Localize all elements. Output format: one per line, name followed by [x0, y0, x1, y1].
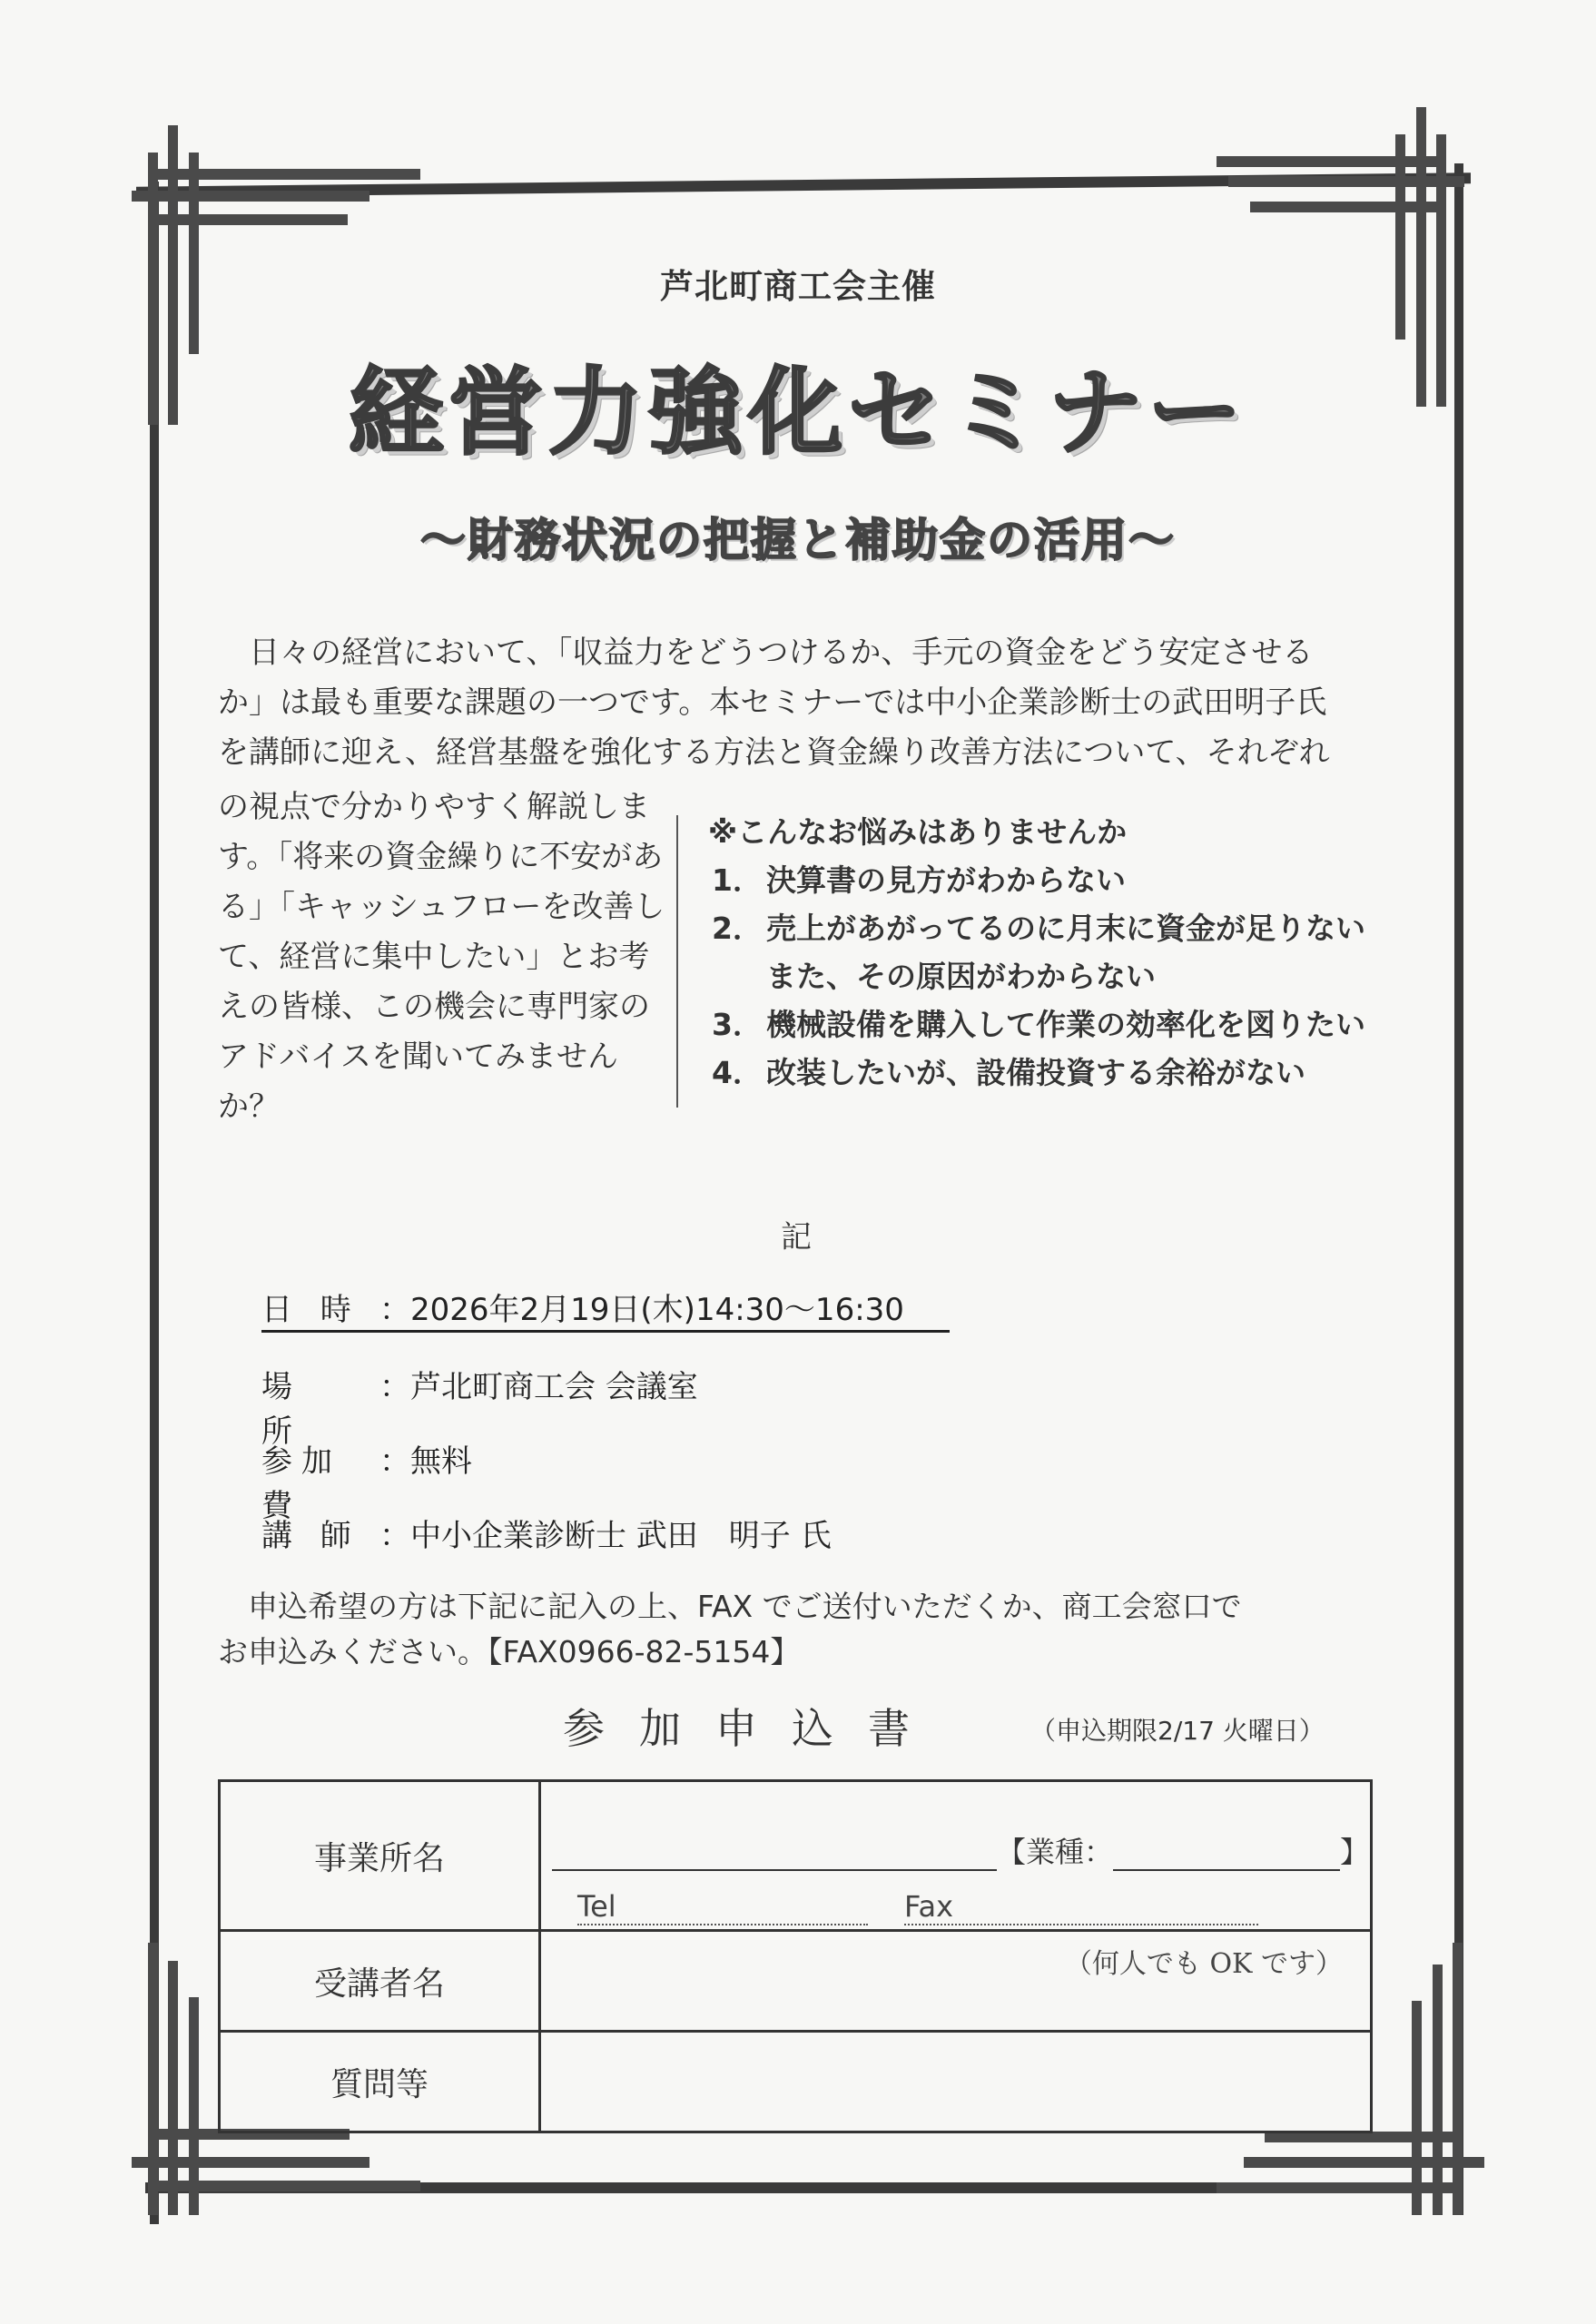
application-form — [218, 1779, 1373, 2133]
concern-number: 3． — [712, 1007, 763, 1042]
detail-venue — [261, 1362, 950, 1450]
concern-item — [708, 1000, 1434, 1049]
attendee-name-field[interactable] — [540, 1931, 1372, 2032]
detail-lecturer — [261, 1511, 950, 1585]
intro-line: を講師に迎え、経営基盤を強化する方法と資金繰り改善方法について、それぞれ — [218, 734, 1330, 771]
detail-value: ：中小企業診断士 武田 明子 氏 — [379, 1518, 832, 1554]
intro-line: 日々の経営において、「収益力をどうつけるか、手元の資金をどう安定させる — [218, 635, 1314, 671]
concern-text: 機械設備を購入して作業の効率化を図りたい — [766, 1007, 1365, 1042]
attendee-name-label: 受講者名 — [220, 1931, 540, 2032]
intro-line: えの皆様、この機会に専門家の — [218, 989, 650, 1025]
notice-heading: 記 — [781, 1219, 812, 1256]
detail-datetime — [261, 1285, 950, 1333]
concern-text: 売上があがってるのに月末に資金が足りない — [766, 911, 1365, 946]
intro-line: か」は最も重要な課題の一つです。本セミナーでは中小企業診断士の武田明子氏 — [218, 684, 1327, 721]
concern-text: また、その原因がわからない — [766, 959, 1156, 994]
intro-line: アドバイスを聞いてみません — [218, 1039, 618, 1075]
attendee-hint: （何人でも OK です） — [1064, 1948, 1343, 1980]
page-title: 経営力強化セミナー — [348, 357, 1247, 468]
business-name-cell — [540, 1781, 1372, 1931]
concerns-box — [708, 808, 1434, 1097]
form-row-attendee — [220, 1931, 1372, 2032]
fax-label: Fax — [904, 1889, 954, 1924]
event-details — [261, 1285, 950, 1585]
fax-field[interactable] — [904, 1884, 1258, 1925]
intro-line: の視点で分かりやすく解説しま — [218, 789, 650, 825]
detail-value: ：2026年2月19日(木)14:30～16:30 — [379, 1292, 904, 1328]
tel-field[interactable] — [577, 1884, 868, 1925]
intro-line: す。「将来の資金繰りに不安があ — [218, 839, 664, 875]
intro-paragraph-continued — [218, 783, 672, 1132]
application-instructions — [218, 1584, 1353, 1675]
detail-label: 日 時 — [261, 1292, 360, 1328]
questions-field[interactable] — [540, 2032, 1372, 2132]
concern-item — [708, 904, 1434, 952]
form-title: 参加申込書 — [563, 1704, 944, 1753]
concern-item — [708, 856, 1434, 904]
form-row-business — [220, 1781, 1372, 1931]
concerns-list — [708, 856, 1434, 1097]
business-name-field[interactable] — [552, 1835, 997, 1871]
form-deadline: （申込期限2/17 火曜日） — [1030, 1716, 1325, 1746]
intro-paragraph — [218, 628, 1344, 778]
detail-label: 参加費 — [261, 1443, 341, 1524]
industry-close-label: 】 — [1340, 1835, 1370, 1869]
questions-label: 質問等 — [220, 2032, 540, 2132]
instruction-line: 申込希望の方は下記に記入の上、FAX でご送付いただくか、商工会窓口で — [218, 1589, 1242, 1624]
organizer-label: 芦北町商工会主催 — [660, 267, 936, 306]
intro-line: て、経営に集中したい」とお考 — [218, 939, 650, 975]
concern-number: 1． — [712, 862, 763, 898]
intro-line: る」「キャッシュフローを改善し — [218, 889, 665, 925]
concern-item-continuation — [708, 952, 1434, 1000]
concern-number: 2． — [712, 911, 763, 946]
concern-number: 4． — [712, 1055, 763, 1090]
frame-left-line — [150, 182, 159, 2224]
industry-open-label: 【業種： — [997, 1835, 1114, 1869]
concerns-heading: ※こんなお悩みはありませんか — [708, 814, 1128, 850]
business-name-label: 事業所名 — [220, 1781, 540, 1931]
intro-line: か？ — [218, 1088, 280, 1125]
tel-label: Tel — [577, 1889, 616, 1924]
detail-value: ：芦北町商工会 会議室 — [379, 1369, 698, 1405]
concern-text: 決算書の見方がわからない — [766, 862, 1126, 898]
column-divider — [676, 815, 678, 1108]
detail-value: ：無料 — [379, 1443, 472, 1480]
industry-field[interactable] — [1113, 1835, 1340, 1871]
detail-label: 講 師 — [261, 1518, 360, 1554]
instruction-line: お申込みください。【FAX0966-82-5154】 — [218, 1634, 801, 1669]
page-subtitle: ～財務状況の把握と補助金の活用～ — [420, 514, 1176, 566]
form-row-questions — [220, 2032, 1372, 2132]
concern-text: 改装したいが、設備投資する余裕がない — [766, 1055, 1305, 1090]
concern-item — [708, 1049, 1434, 1097]
detail-fee — [261, 1436, 950, 1524]
detail-label: 場 所 — [261, 1369, 341, 1450]
